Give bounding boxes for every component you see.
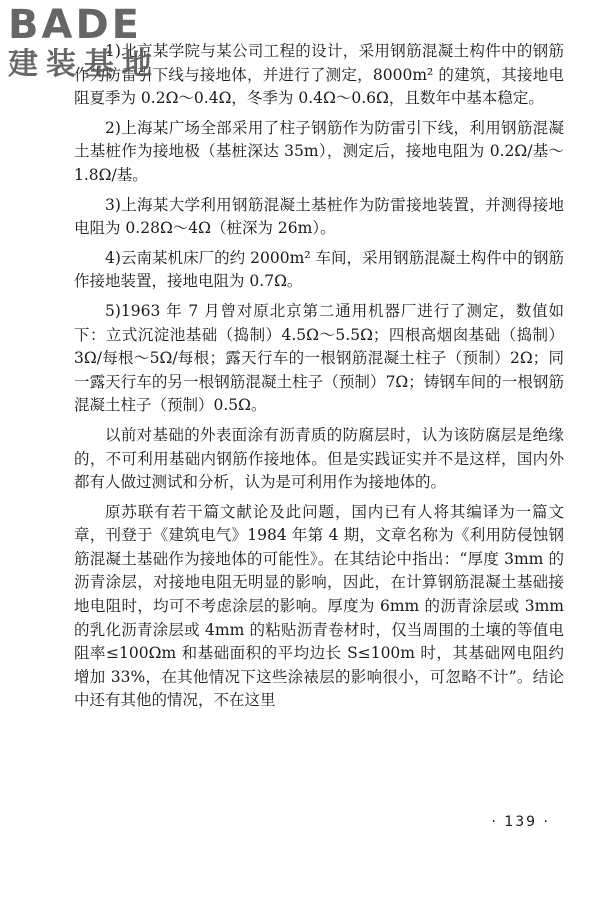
paragraph-case-3: 3)上海某大学利用钢筋混凝土基桩作为防雷接地装置，并测得接地电阻为 0.28Ω～4Ω（桩深为 26m）。	[74, 195, 564, 238]
paragraph-case-2: 2)上海某广场全部采用了柱子钢筋作为防雷引下线，利用钢筋混凝土基桩作为接地极（基桩深达 35m），测定后，接地电阻为 0.2Ω/基～1.8Ω/基。	[74, 118, 564, 184]
paragraph-case-4: 4)云南某机床厂的约 2000m² 车间，采用钢筋混凝土构件中的钢筋作接地装置，接地电阻为 0.7Ω。	[74, 248, 564, 291]
paragraph-case-5: 5)1963 年 7 月曾对原北京第二通用机器厂进行了测定，数值如下：立式沉淀池基础（捣制）4.5Ω～5.5Ω；四根高烟囱基础（捣制）3Ω/每根～5Ω/每根；露天行车的一根钢筋混凝土柱子（预制）2Ω；同一露天行车的另一根钢筋混凝土柱子（预制）7Ω；铸钢车间的一根钢筋混凝土柱子（预制）0.5Ω。	[74, 301, 564, 415]
watermark-cjk-text: 建装基地	[8, 47, 160, 82]
paragraph-case-1: 1)北京某学院与某公司工程的设计，采用钢筋混凝土构件中的钢筋作为防雷引下线与接地体，并进行了测定，8000m² 的建筑，其接地电阻夏季为 0.2Ω～0.4Ω，冬季为 0.4Ω～0.6Ω，且数年中基本稳定。	[74, 42, 564, 108]
page-number: · 139 ·	[491, 814, 550, 830]
paragraph-coating-insulation: 以前对基础的外表面涂有沥青质的防腐层时，认为该防腐层是绝缘的，不可利用基础内钢筋作接地体。但是实践证实并不是这样，国内外都有人做过测试和分析，认为是可利用作为接地体的。	[74, 425, 564, 492]
page-body	[74, 40, 564, 719]
watermark-latin-text: BADE	[8, 2, 142, 48]
paragraph-soviet-literature: 原苏联有若干篇文献论及此问题，国内已有人将其编译为一篇文章，刊登于《建筑电气》1984 年第 4 期，文章名称为《利用防侵蚀钢筋混凝土基础作为接地体的可能性》。在其结论中指出：“厚度 3mm 的沥青涂层，对接地电阻无明显的影响，因此，在计算钢筋混凝土基础接地电阻时，均可不考虑涂层的影响。厚度为 6mm 的沥青涂层或 3mm 的乳化沥青涂层或 4mm 的粘贴沥青卷材时，仅当周围的土壤的等值电阻率≤100Ωm 和基础面积的平均边长 S≤100m 时，其基础网电阻约增加 33%，在其他情况下这些涂裱层的影响很小，可忽略不计”。结论中还有其他的情况，不在这里	[74, 502, 564, 710]
